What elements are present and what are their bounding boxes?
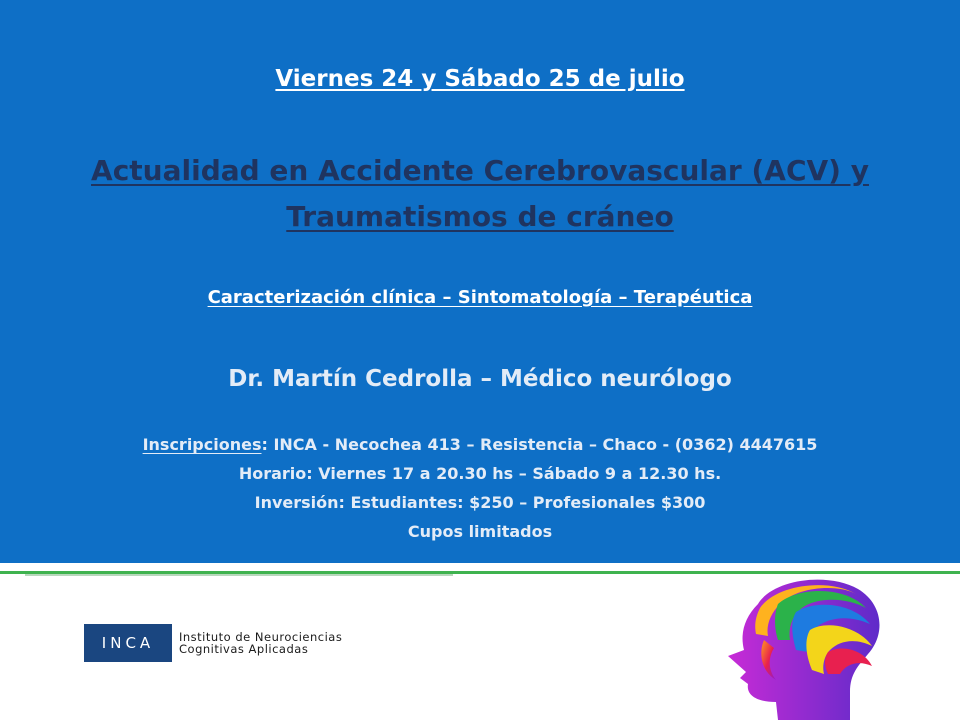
logo-text-line1: Instituto de Neurociencias — [179, 630, 343, 644]
logo-text-line2: Cognitivas Aplicadas — [179, 642, 309, 656]
event-info — [0, 430, 960, 546]
event-title: Actualidad en Accidente Cerebrovascular (ACV) y Traumatismos de cráneo — [91, 154, 869, 233]
schedule-line: Horario: Viernes 17 a 20.30 hs – Sábado 9 a 12.30 hs. — [238, 464, 722, 483]
colorful-head-profile-icon — [718, 574, 898, 720]
inca-logo — [84, 624, 342, 662]
inca-logo-mark: INCA — [84, 624, 172, 662]
investment-line: Inversión: Estudiantes: $250 – Profesionales $300 — [254, 493, 706, 512]
event-date: Viernes 24 y Sábado 25 de julio — [275, 66, 685, 92]
registration-value: : INCA - Necochea 413 – Resistencia – Chaco - (0362) 4447615 — [261, 435, 818, 454]
registration-label: Inscripciones — [142, 435, 262, 454]
event-subtitle: Caracterización clínica – Sintomatología – Terapéutica — [207, 287, 753, 308]
registration-line — [0, 430, 960, 459]
inca-logo-text — [179, 631, 342, 655]
limited-seats-line: Cupos limitados — [407, 522, 553, 541]
light-divider — [25, 574, 453, 576]
event-speaker: Dr. Martín Cedrolla – Médico neurólogo — [228, 366, 732, 392]
